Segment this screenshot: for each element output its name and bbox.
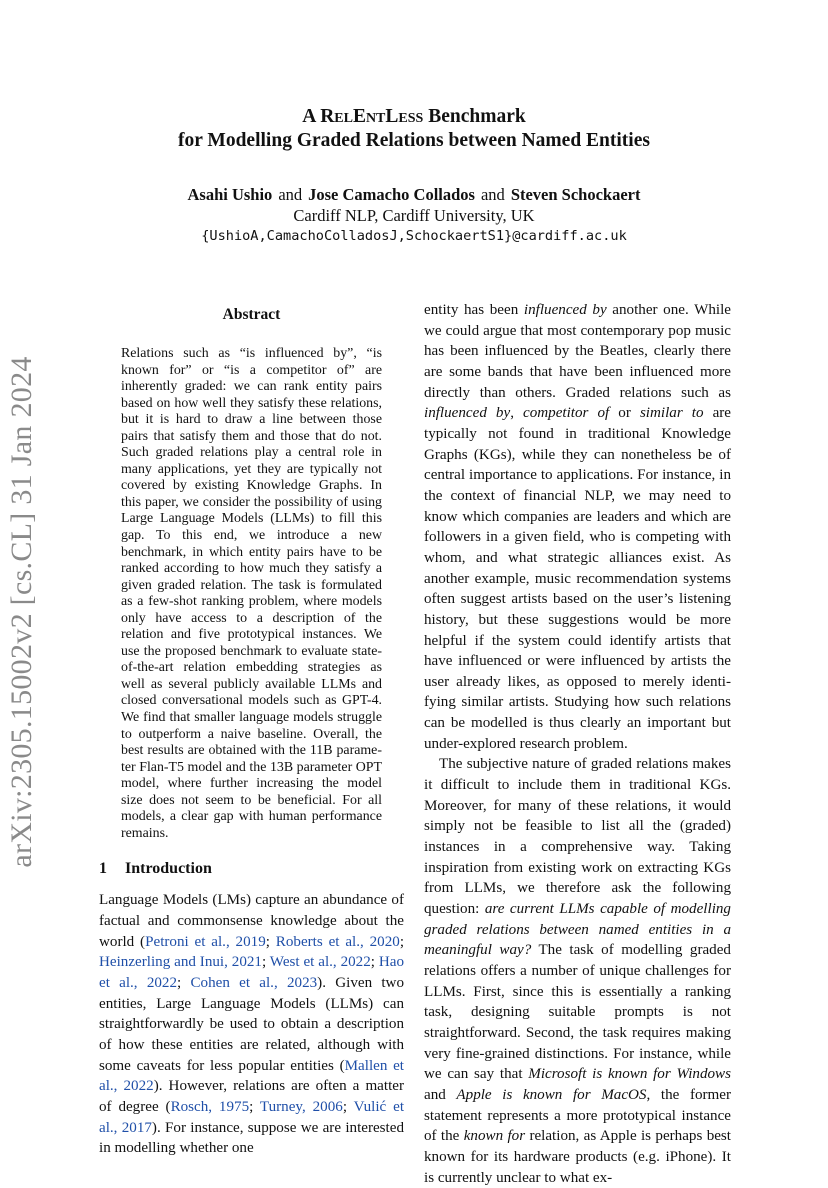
- text-run: entity has been: [424, 302, 524, 318]
- text-run: ;: [261, 954, 270, 971]
- citation-link[interactable]: Roberts et al., 2020: [275, 933, 400, 950]
- citation-link[interactable]: Heinzerling and Inui, 2021: [99, 954, 262, 971]
- abstract-text: Relations such as “is influenced by”, “is known for” or “is a competitor of” are inherently graded: we can rank entity pairs based on how well they satisfy these relations, but it is hard to draw a line between those pairs that satisfy them and those that do not. Such graded relations play a central role in many applications, yet they are typically not covered by existing Knowledge Graphs. In this paper, we consider the possibility of using Large Language Models (LLMs) to fill this gap. To this end, we introduce a new benchmark, in which entity pairs have to be ranked according to how much they satisfy a given graded relation. The task is formulated as a few-shot ranking problem, where models only have access to a description of the relation and five prototypical instances. We use the proposed benchmark to evaluate state-of-the-art relation embedding strategies as well as several publicly available LLMs and closed conversational models such as GPT-4. We find that smaller language models struggle to outperform a naive baseline. Overall, the best results are obtained with the 11B parameter Flan-T5 model and the 13B parameter OPT model, where further increasing the model size does not seem to be beneficial. For all models, a clear gap with human performance remains.: [121, 346, 382, 841]
- author-name: Asahi Ushio: [187, 185, 273, 204]
- author-conjunction: and: [278, 185, 303, 204]
- text-run: ). For instance, suppose we are interested in modelling whether one: [99, 1119, 404, 1157]
- section-number: 1: [99, 860, 107, 878]
- text-run: relation, as Apple is perhaps best known for its hardware products (e.g. iPhone). It is currently unclear to what ex-: [424, 1128, 732, 1186]
- author-conjunction: and: [480, 185, 505, 204]
- text-run: ;: [342, 1098, 354, 1115]
- citation-link[interactable]: Vulić et al., 2017: [99, 1098, 405, 1136]
- title-prefix: A: [302, 106, 321, 127]
- text-run: ;: [265, 933, 276, 950]
- author-email: {UshioA,CamachoColladosJ,SchockaertS1}@cardiff.ac.uk: [201, 228, 627, 244]
- emphasis: influenced by: [523, 302, 607, 318]
- intro-paragraph-1: [99, 890, 404, 1159]
- text-run: ;: [399, 933, 405, 950]
- text-run: ). However, relations are often a matter of degree (: [99, 1078, 404, 1115]
- author-name: Steven Schockaert: [510, 185, 641, 204]
- text-run: ;: [370, 954, 379, 971]
- citation-link[interactable]: Cohen et al., 2023: [190, 975, 318, 992]
- title-line-1: [0, 105, 828, 129]
- citation-link[interactable]: Mallen et al., 2022: [99, 1057, 405, 1095]
- author-list: [0, 184, 828, 205]
- author-name: Jose Camacho Collados: [308, 185, 475, 204]
- text-run: are typically not found in traditional Knowledge Graphs (KGs), while they can nonetheless be of central importance to applications. For instance, in the context of financial NLP, we may need to know which companies are leaders and which are followers in a given field, who is competing with whom, and what strategic alliances exist. As another example, music recommendation systems often suggest artists based on the user’s listening history, but these suggestions would be more helpful if the system could identify artists that have influenced or were influenced by artists the user already likes, as opposed to merely identifying similar artists. Studying how such relations can be modelled is thus clearly an important but under-explored research problem.: [424, 405, 732, 752]
- section-title: Introduction: [125, 860, 212, 878]
- abstract-heading: Abstract: [222, 306, 281, 323]
- text-run: ,: [510, 405, 524, 422]
- text-run: and: [424, 1086, 457, 1103]
- left-column: [99, 300, 404, 1159]
- emphasis: Apple is known for MacOS: [456, 1086, 647, 1103]
- citation-link[interactable]: West et al., 2022: [269, 954, 371, 971]
- title-suffix: Benchmark: [423, 106, 526, 127]
- text-run: ;: [249, 1098, 260, 1115]
- text-run: , the former statement represents a more prototypical instance of the: [424, 1086, 732, 1145]
- author-affiliation: Cardiff NLP, Cardiff University, UK: [293, 206, 535, 225]
- arxiv-identifier: arXiv:2305.15002v2 [cs.CL] 31 Jan 2024: [5, 356, 38, 868]
- emphasis: are current LLMs capable of modelling graded relations between named entities in a meaningful way?: [424, 901, 731, 959]
- text-run: or: [609, 405, 640, 422]
- citation-link[interactable]: Rosch, 1975: [170, 1098, 250, 1115]
- text-run: The subjective nature of graded relations makes it difficult to include them in traditional KGs. Moreover, for many of these relations, it would simply not be feasible to list all the (graded) instances in a comprehensive way. Taking inspiration from existing work on extracting KGs from LLMs, we therefore ask the following question:: [424, 756, 731, 918]
- citation-link[interactable]: Hao et al., 2022: [99, 954, 404, 992]
- text-run: Language Models (LMs) capture an abundance of factual and commonsense knowledge about the world (: [99, 892, 404, 950]
- section-heading-introduction: [99, 858, 404, 880]
- emphasis: Microsoft is known for Windows: [528, 1066, 731, 1083]
- paper-title: [0, 105, 828, 153]
- benchmark-name: RelEntLess: [320, 106, 424, 127]
- emphasis: known for: [463, 1128, 526, 1145]
- title-line-2: for Modelling Graded Relations between Named Entities: [178, 130, 650, 151]
- text-run: ;: [177, 975, 191, 992]
- text-run: The task of modelling graded relations offers a number of unique challenges for LLMs. First, since this is essentially a ranking task, designing suitable prompts is not straightforward. Second, the task requires making very fine-grained distinctions. For instance, while we can say that: [424, 942, 731, 1083]
- intro-paragraph-2: [424, 300, 731, 754]
- right-column: [424, 300, 731, 1188]
- text-run: another one. While we could argue that most contemporary pop music has been influenced by the Beatles, clearly there are some bands that have been influenced more directly than others. Graded relations such as: [424, 302, 731, 401]
- intro-paragraph-3: [424, 754, 731, 1188]
- text-run: ). Given two entities, Large Language Models (LLMs) can straightforwardly be used to obtain a description of how these entities are related, although with some caveats for less popular entities (: [99, 975, 405, 1074]
- emphasis: similar to: [639, 405, 704, 422]
- emphasis: influenced by: [424, 405, 511, 422]
- citation-link[interactable]: Turney, 2006: [259, 1098, 343, 1115]
- emphasis: competitor of: [523, 405, 610, 422]
- citation-link[interactable]: Petroni et al., 2019: [145, 933, 266, 950]
